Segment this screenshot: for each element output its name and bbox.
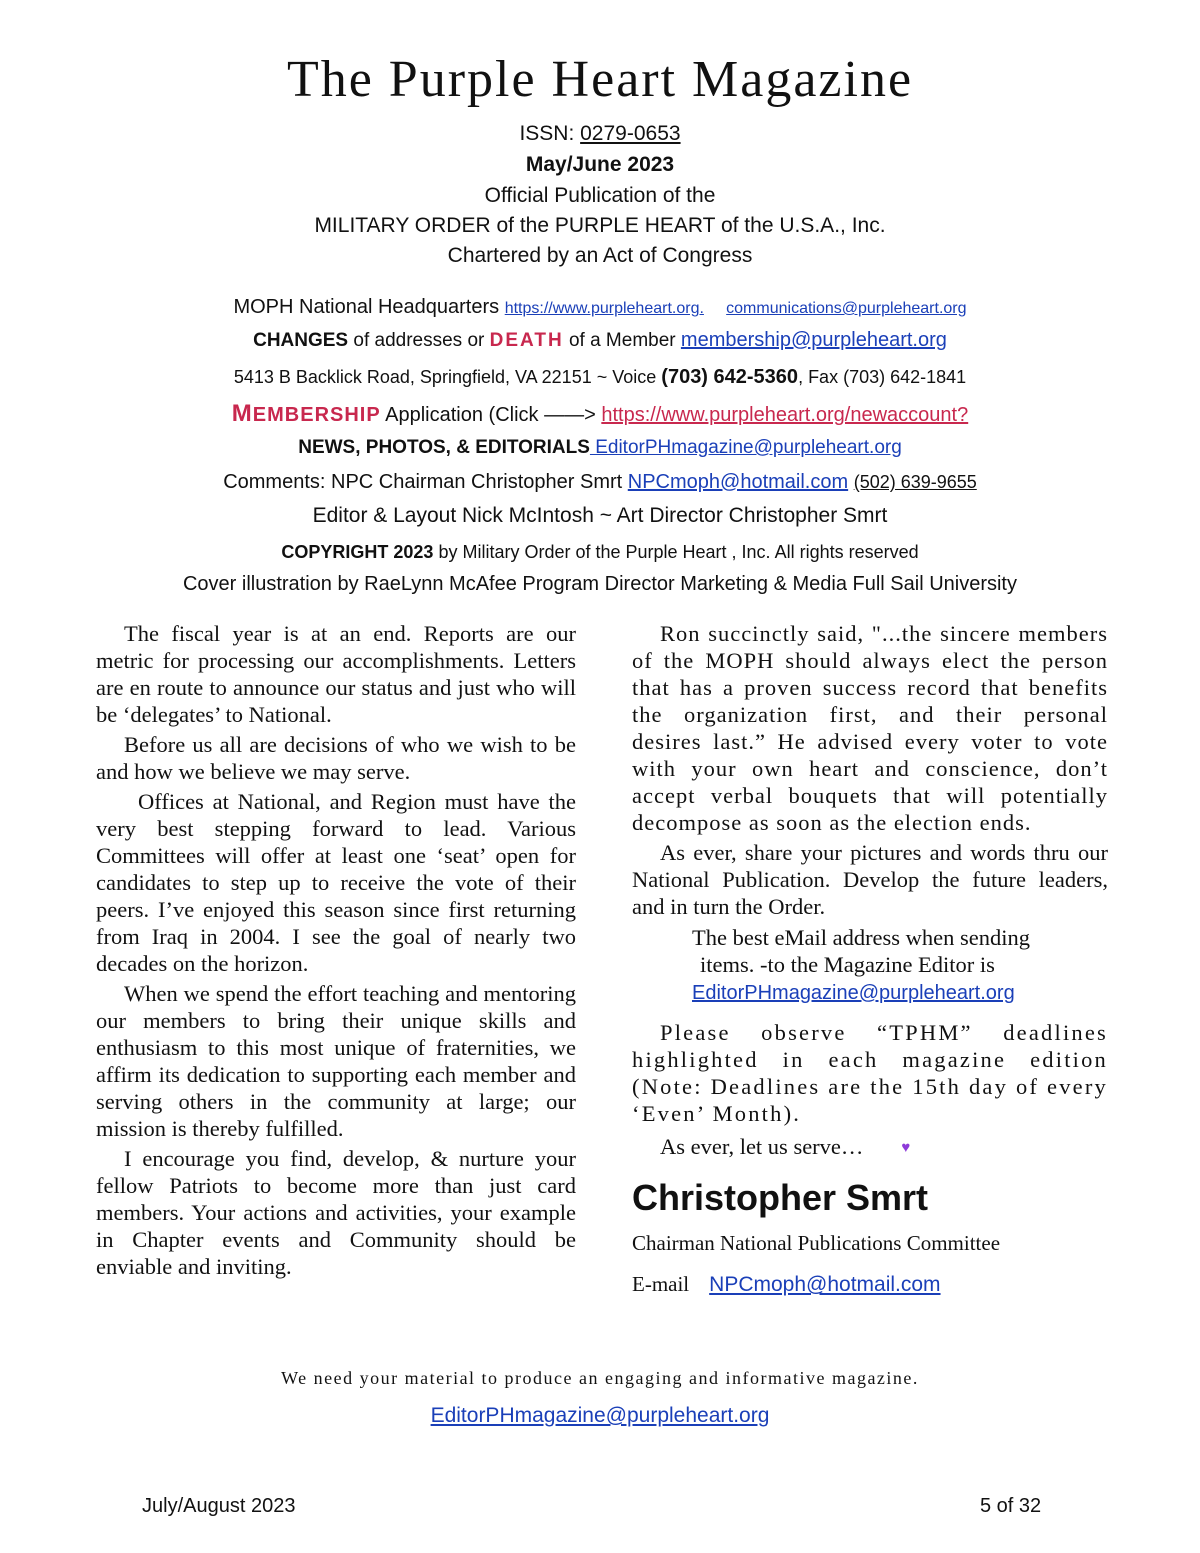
closing-line — [632, 1133, 1108, 1162]
changes-word: CHANGES — [253, 330, 349, 351]
paragraph: The fiscal year is at an end. Reports are our metric for processing our accomplishments. Letters are en route to announce our status and just who will be ‘delegates’ to National. — [96, 621, 576, 727]
membership-url-link[interactable]: https://www.purpleheart.org/newaccount? — [601, 404, 969, 426]
news-email-link[interactable]: EditorPHmagazine@purpleheart.org — [589, 437, 902, 458]
copyright-line — [0, 542, 1200, 563]
paragraph: When we spend the effort teaching and mentoring our members to bring their unique skills and enthusiasm to this most unique of fraternities, we affirm its dedication to supporting each member and serving others in the community at large; our mission is thereby fulfilled. — [96, 981, 576, 1141]
article-right-column — [632, 620, 1108, 1298]
comments-line — [0, 471, 1200, 494]
changes-end: of a Member — [563, 330, 681, 351]
signature-email-label: E-mail — [632, 1272, 690, 1297]
signature-name: Christopher Smrt — [632, 1177, 929, 1219]
issn-label: ISSN: — [519, 122, 581, 145]
copyright-bold: COPYRIGHT 2023 — [281, 542, 434, 562]
organization-name: MILITARY ORDER of the PURPLE HEART of the U.S.A., Inc. — [314, 214, 886, 237]
membership-word-cap: M — [231, 400, 253, 427]
email-note — [692, 924, 1108, 1007]
hq-separator: . — [699, 300, 704, 317]
hq-website-link[interactable]: https://www.purpleheart.org — [504, 300, 700, 317]
footer-page-number: 5 of 32 — [980, 1495, 1042, 1517]
appeal-email-row — [0, 1404, 1200, 1428]
closing-text: As ever, let us serve… — [660, 1134, 864, 1159]
hq-line — [0, 296, 1200, 319]
hq-email-link[interactable]: communications@purpleheart.org — [726, 300, 967, 317]
email-note-line-1: The best eMail address when sending — [692, 925, 1031, 950]
magazine-title: The Purple Heart Magazine — [286, 51, 914, 108]
signature-email-link[interactable]: NPCmoph@hotmail.com — [709, 1273, 941, 1297]
cover-credit: Cover illustration by RaeLynn McAfee Program Director Marketing & Media Full Sail University — [182, 573, 1017, 595]
membership-word-rest: EMBERSHIP — [252, 404, 381, 426]
copyright-rest: by Military Order of the Purple Heart , Inc. All rights reserved — [433, 542, 919, 562]
membership-app-label: Application (Click ——> — [380, 404, 602, 426]
paragraph: Before us all are decisions of who we wish to be and how we believe we may serve. — [96, 732, 576, 784]
address-text: 5413 B Backlick Road, Springfield, VA 22151 ~ Voice — [233, 367, 662, 387]
footer-issue: July/August 2023 — [142, 1495, 296, 1517]
address-line — [0, 366, 1200, 389]
voice-number: (703) 642-5360 — [661, 366, 799, 388]
news-line — [0, 437, 1200, 459]
comments-email-link[interactable]: NPCmoph@hotmail.com — [627, 471, 849, 493]
editor-line: Editor & Layout Nick McIntosh ~ Art Director Christopher Smrt — [312, 504, 888, 527]
fax-number: , Fax (703) 642-1841 — [798, 367, 967, 387]
paragraph: As ever, share your pictures and words thru our National Publication. Develop the future leaders, and in turn the Order. — [632, 840, 1108, 919]
paragraph: I encourage you find, develop, & nurture your fellow Patriots to become more than just card members. Your actions and activities, your example in Chapter events and Community should be enviable and inviting. — [96, 1146, 576, 1279]
chartered-line: Chartered by an Act of Congress — [447, 244, 753, 267]
membership-email-link[interactable]: membership@purpleheart.org — [680, 329, 947, 351]
appeal-email-link[interactable]: EditorPHmagazine@purpleheart.org — [430, 1404, 770, 1427]
comments-label: Comments: NPC Chairman Christopher Smrt — [223, 471, 628, 493]
official-publication: Official Publication of the — [484, 184, 716, 207]
hq-label: MOPH National Headquarters — [233, 296, 505, 318]
purple-heart-icon: ♥ — [901, 1140, 911, 1157]
article-left-column — [96, 620, 576, 1283]
news-label: NEWS, PHOTOS, & EDITORIALS — [298, 437, 590, 458]
issn-value: 0279-0653 — [580, 122, 681, 145]
changes-line — [0, 329, 1200, 352]
deadlines-paragraph: Please observe “TPHM” deadlines highlighted in each magazine edition (Note: Deadlines are the 15th day of every ‘Even’ Month). — [632, 1020, 1108, 1126]
editor-email-link[interactable]: EditorPHmagazine@purpleheart.org — [692, 982, 1015, 1004]
signature-email-row — [632, 1271, 1108, 1298]
membership-line — [0, 400, 1200, 428]
paragraph: Ron succinctly said, "...the sincere members of the MOPH should always elect the person that has a proven success record that benefits the organization first, and their personal desires last.” He advised every voter to vote with your own heart and conscience, don’t accept verbal bouquets that will potentially decompose as soon as the election ends. — [632, 621, 1108, 835]
membership-word — [231, 400, 381, 427]
comments-phone: (502) 639-9655 — [853, 472, 977, 492]
death-word: DEATH — [489, 330, 564, 351]
issn-line — [0, 122, 1200, 146]
changes-mid: of addresses or — [348, 330, 490, 351]
email-note-line-2: items. -to the Magazine Editor is — [700, 952, 995, 977]
material-appeal: We need your material to produce an engaging and informative magazine. — [281, 1368, 919, 1388]
issue-date: May/June 2023 — [525, 153, 675, 176]
masthead — [0, 48, 1200, 112]
paragraph: Offices at National, and Region must have the very best stepping forward to lead. Various Committees will offer at least one ‘seat’ open for candidates to step up to receive the vote of their peers. I’ve enjoyed this season since first returning from Iraq in 2004. I see the goal of nearly two decades on the horizon. — [96, 789, 576, 976]
signature-role: Chairman National Publications Committee — [632, 1231, 1001, 1256]
